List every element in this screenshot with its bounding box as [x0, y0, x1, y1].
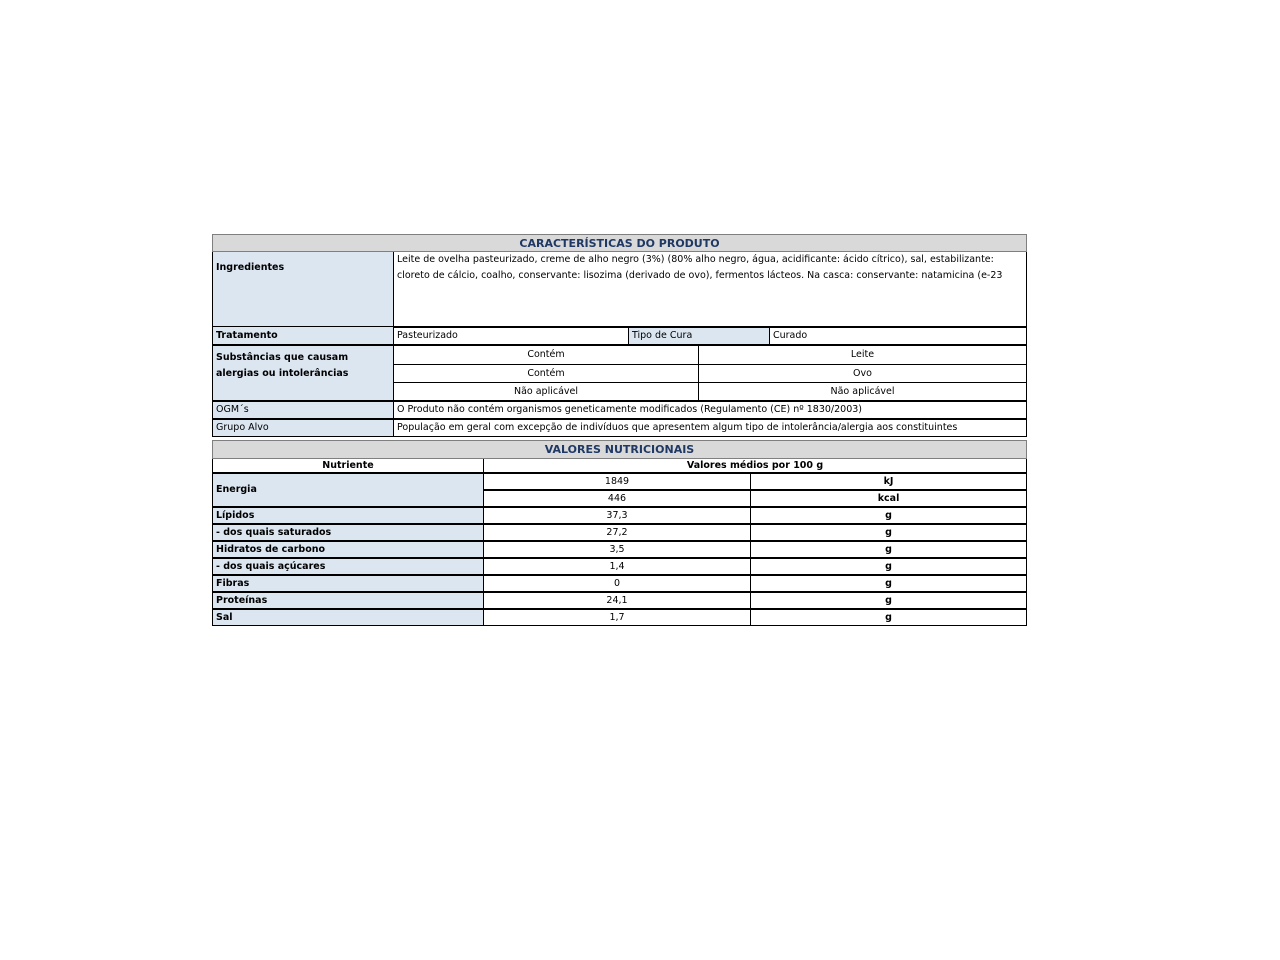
nutrient-value: 1,4	[484, 558, 751, 575]
nutrient-unit: g	[751, 558, 1027, 575]
nutrient-value: 3,5	[484, 541, 751, 558]
energy-kj-value: 1849	[484, 473, 751, 490]
nutrient-name: Sal	[213, 609, 484, 626]
ingredients-value: Leite de ovelha pasteurizado, creme de alho negro (3%) (80% alho negro, água, acidificante: ácido cítrico), sal, estabilizante: cloreto de cálcio, coalho, conservante: lisozima (derivado de ovo), fermentos lácteos. Na casca: conservante: natamicina (e-23	[394, 252, 1027, 327]
nutrient-name: Proteínas	[213, 592, 484, 609]
ingredients-label: Ingredientes	[213, 252, 394, 327]
nutrient-name: Fibras	[213, 575, 484, 592]
nutrient-name: - dos quais saturados	[213, 524, 484, 541]
allergen-item: Ovo	[699, 364, 1027, 382]
product-sheet	[212, 234, 1026, 626]
nutrient-unit: g	[751, 575, 1027, 592]
energy-kcal-unit: kcal	[751, 490, 1027, 507]
nutrient-name: Lípidos	[213, 507, 484, 524]
gmo-value: O Produto não contém organismos geneticamente modificados (Regulamento (CE) nº 1830/2003)	[394, 401, 1027, 419]
values-column-header: Valores médios por 100 g	[484, 458, 1027, 473]
energy-label: Energia	[213, 473, 484, 507]
gmo-label: OGM´s	[213, 401, 394, 419]
nutrient-unit: g	[751, 541, 1027, 558]
nutrient-value: 37,3	[484, 507, 751, 524]
nutrient-value: 27,2	[484, 524, 751, 541]
cure-type-value: Curado	[770, 327, 1027, 345]
allergens-label: Substâncias que causam alergias ou intolerâncias	[213, 345, 394, 401]
allergen-item: Leite	[699, 345, 1027, 365]
nutrient-column-header: Nutriente	[213, 458, 484, 473]
nutrient-value: 24,1	[484, 592, 751, 609]
target-group-label: Grupo Alvo	[213, 419, 394, 437]
product-characteristics-table	[212, 234, 1027, 437]
nutrient-unit: g	[751, 507, 1027, 524]
allergen-status: Contém	[394, 364, 699, 382]
cure-type-label: Tipo de Cura	[629, 327, 770, 345]
nutrient-unit: g	[751, 592, 1027, 609]
nutrient-value: 1,7	[484, 609, 751, 626]
allergen-status: Não aplicável	[394, 382, 699, 401]
section-title-nutrition: VALORES NUTRICIONAIS	[213, 440, 1027, 458]
section-title-characteristics: CARACTERÍSTICAS DO PRODUTO	[213, 235, 1027, 252]
nutrition-table	[212, 440, 1027, 626]
allergen-status: Contém	[394, 345, 699, 365]
nutrient-unit: g	[751, 524, 1027, 541]
treatment-value: Pasteurizado	[394, 327, 629, 345]
nutrient-name: Hidratos de carbono	[213, 541, 484, 558]
nutrient-value: 0	[484, 575, 751, 592]
nutrient-unit: g	[751, 609, 1027, 626]
energy-kj-unit: kJ	[751, 473, 1027, 490]
allergen-item: Não aplicável	[699, 382, 1027, 401]
nutrient-name: - dos quais açúcares	[213, 558, 484, 575]
target-group-value: População em geral com excepção de indivíduos que apresentem algum tipo de intolerância/alergia aos constituintes	[394, 419, 1027, 437]
energy-kcal-value: 446	[484, 490, 751, 507]
treatment-label: Tratamento	[213, 327, 394, 345]
